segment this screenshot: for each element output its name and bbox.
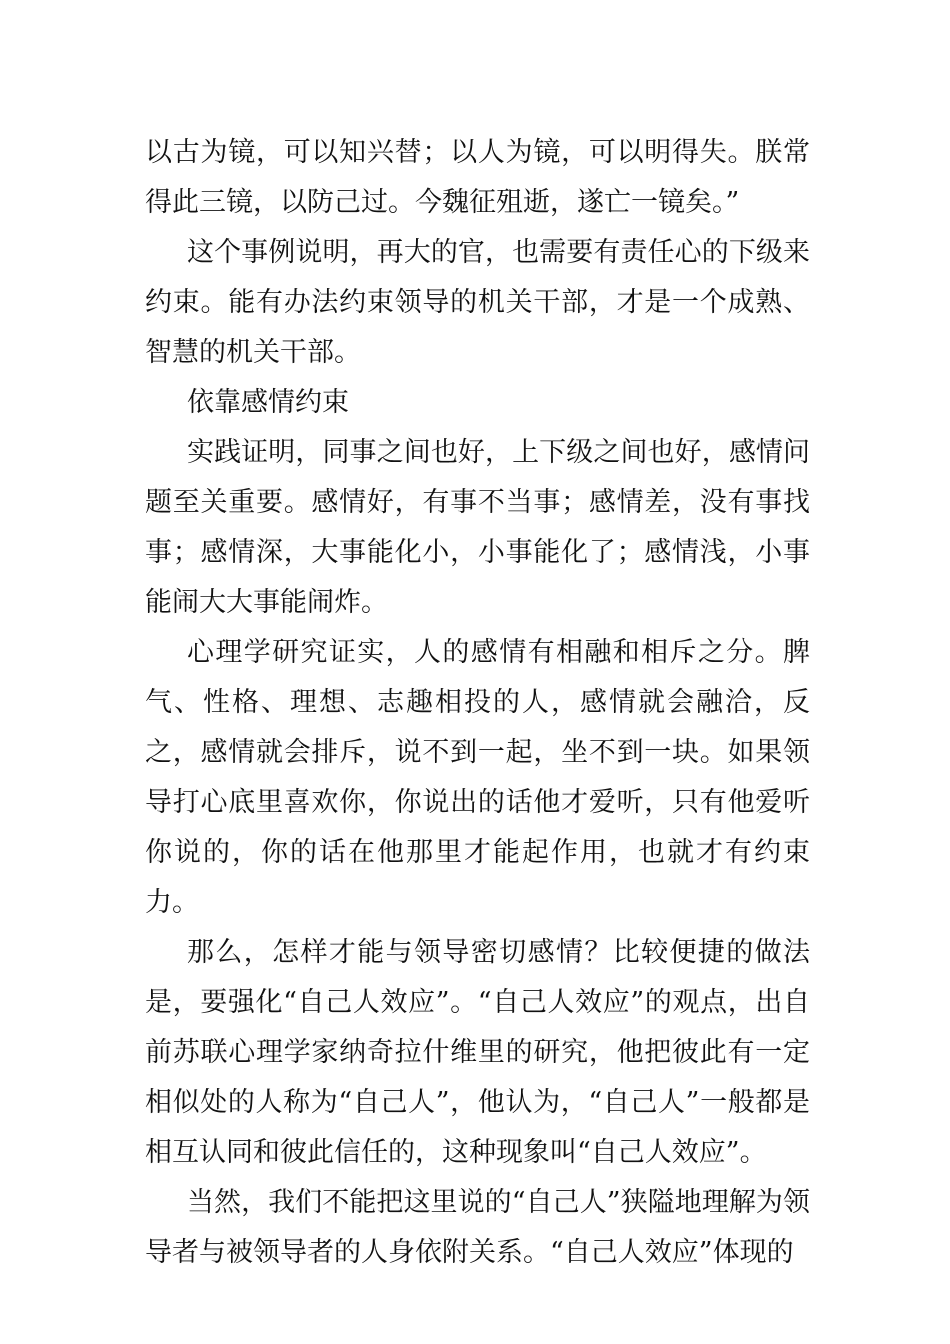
body-text <box>145 128 810 1278</box>
paragraph: 心理学研究证实，人的感情有相融和相斥之分。脾气、性格、理想、志趣相投的人，感情就会融洽，反之，感情就会排斥，说不到一起，坐不到一块。如果领导打心底里喜欢你，你说出的话他才爱听，只有他爱听你说的，你的话在他那里才能起作用，也就才有约束力。 <box>145 637 810 918</box>
paragraph: 那么，怎样才能与领导密切感情？比较便捷的做法是，要强化“自己人效应”。“自己人效应”的观点，出自前苏联心理学家纳奇拉什维里的研究，他把彼此有一定相似处的人称为“自己人”，他认为，“自己人”一般都是相互认同和彼此信任的，这种现象叫“自己人效应”。 <box>145 937 810 1168</box>
paragraph: 这个事例说明，再大的官，也需要有责任心的下级来约束。能有办法约束领导的机关干部，才是一个成熟、智慧的机关干部。 <box>145 237 810 368</box>
paragraph-continuation: 以古为镜，可以知兴替；以人为镜，可以明得失。朕常得此三镜，以防己过。今魏征殂逝，遂亡一镜矣。” <box>145 137 810 218</box>
paragraph: 实践证明，同事之间也好，上下级之间也好，感情问题至关重要。感情好，有事不当事；感情差，没有事找事；感情深，大事能化小，小事能化了；感情浅，小事能闹大大事能闹炸。 <box>145 437 810 618</box>
paragraph: 当然，我们不能把这里说的“自己人”狭隘地理解为领导者与被领导者的人身依附关系。“自己人效应”体现的 <box>145 1187 810 1268</box>
section-heading: 依靠感情约束 <box>187 387 349 418</box>
